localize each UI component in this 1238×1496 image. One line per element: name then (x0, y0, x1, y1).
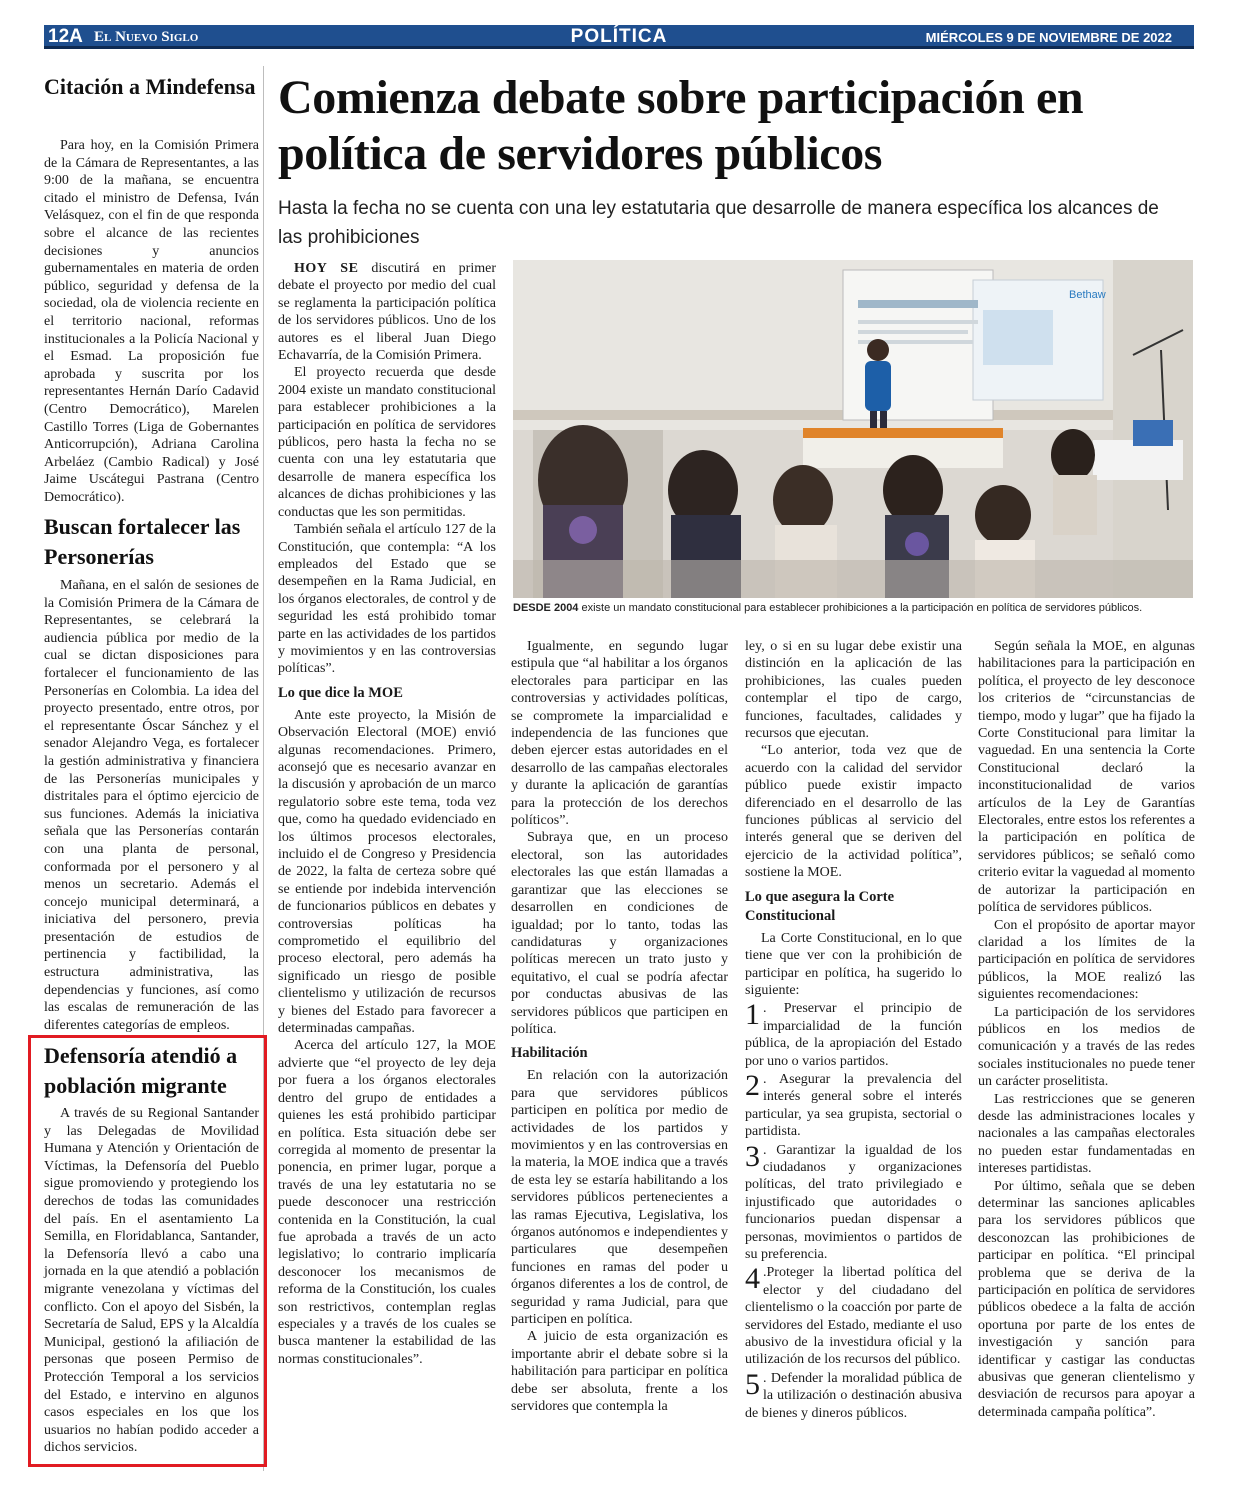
conference-photo-illustration (513, 260, 1193, 598)
article-photo (513, 260, 1193, 598)
article-column-4 (978, 638, 1195, 1421)
article-paragraph: Acerca del artículo 127, la MOE advierte que “el proyecto de ley deja por fuera a los órganos electorales dentro del grupo de entidades a quienes les está prohibido participar en política. Esta situación debe ser corregida al momento de presentar la ponencia, en primer lugar, porque a través de una ley estatutaria no se puede desconocer una restricción contenida en la Constitución, la cual fue aprobada a través de un acto legislativo; lo contrario implicaría desconocer los mecanismos de reforma de la Constitución, los cuales son restrictivos, contemplan reglas especiales y a través de los cuales se busca mantener la estabilidad de las normas constitucionales”. (278, 1038, 496, 1367)
article-paragraph: Subraya que, en un proceso electoral, son las autoridades electorales las que están llamadas a garantizar que las elecciones se desarrollen en condiciones de igualdad; por lo tanto, todas las candidaturas y organizaciones políticas merecen un trato justo y equitativo, el cual se podría afectar por conductas abusivas de las servidores públicos que participen en política. (511, 830, 728, 1037)
photo-caption (513, 601, 1193, 615)
section-title: POLÍTICA (570, 26, 668, 47)
article-column-1 (278, 260, 496, 1368)
brief-body-personerias: Mañana, en el salón de sesiones de la Comisión Primera de la Cámara de Representantes, se celebrará la audiencia pública por medio de la cual se dictan disposiciones para fortalecer el funcionamiento de las Personerías en Colombia. La idea del proyecto presentado, entre otros, por el representante Óscar Sánchez y el senador Alejandro Vega, es fortalecer la gestión administrativa y financiera de las Personerías municipales y distritales para el óptimo ejercicio de sus funciones. Además la iniciativa señala que las Personerías contarán con una planta de personal, conformada por el personero y al menos un secretario. Además el concejo municipal determinará, a iniciativa del personero, previa presentación de estudios de pertinencia y factibilidad, la estructura administrativa, las dependencias y funciones, así como las escalas de remuneración de las diferentes categorías de empleos. (44, 578, 259, 1033)
article-paragraph: Ante este proyecto, la Misión de Observación Electoral (MOE) envió algunas recomendaciones. Primero, aconsejó que es necesario avanzar en la discusión y aprobación de un marco regulatorio sobre este tema, toda vez que, como ha quedado evidenciado en los últimos procesos electorales, incluido el de Congreso y Presidencia de 2022, la falta de certeza sobre qué se entiende por indebida intervención de funcionarios públicos en debates y controversias políticas ha comprometido el equilibrio del proceso electoral, pero además ha significado un riesgo de posible clientelismo y utilización de recursos y bienes del Estado para favorecer a determinadas campañas. (278, 707, 496, 1037)
photo-sign-text: Bethaw (1069, 289, 1106, 301)
numbered-item: 2 . Asegurar la prevalencia del interés general sobre el interés particular, ya sea grupista, sectorial o partidista. (745, 1068, 962, 1140)
article-paragraph: Con el propósito de aportar mayor claridad a los límites de la participación en política de servidores públicos, la MOE realizó las siguientes recomendaciones: (978, 917, 1195, 1003)
article-paragraph: ley, o si en su lugar debe existir una distinción en la aplicación de las prohibiciones, las cuales pueden contemplar el tipo de cargo, funciones, facultades, calidades y recursos que ejecutan. (745, 639, 962, 742)
issue-date: MIÉRCOLES 9 DE NOVIEMBRE DE 2022 (925, 30, 1172, 45)
article-paragraph: También señala el artículo 127 de la Constitución, que contempla: “A los empleados del Estado que se desempeñen en la Rama Judicial, en los órganos electorales, de control y de seguridad les está prohibido tomar parte en las actividades de los partidos y movimientos y en las controversias políticas”. (278, 522, 496, 677)
article-paragraph: Las restricciones que se generen desde las administraciones locales y nacionales a las campañas electorales no pueden estar fundamentadas en intereses partidistas. (978, 1091, 1195, 1177)
subheading-corte: Lo que asegura la Corte Constitucional (745, 888, 895, 924)
numbered-item: 4 .Proteger la libertad política del elector y del ciudadano del clientelismo o la coacción por parte de servidores del Estado, mediante el uso abusivo de la investidura oficial y la utilización de los recursos del público. (745, 1262, 962, 1368)
newspaper-name: El Nuevo Siglo (94, 29, 199, 45)
page-number: 12A (48, 26, 83, 47)
article-paragraph: La Corte Constitucional, en lo que tiene que ver con la prohibición de participar en política, ha sugerido lo siguiente: (745, 930, 962, 998)
article-paragraph: Igualmente, en segundo lugar estipula que “al habilitar a los órganos electorales para participar en las controversias y actividades políticas, se compromete la imparcialidad e independencia de las funciones que deben ejercer estas autoridades en el desarrollo de las campañas electorales y durante la aplicación de garantías para la protección de los derechos políticos”. (511, 639, 728, 829)
article-headline: Comienza debate sobre participación en política de servidores públicos (278, 71, 1084, 180)
brief-title-defensoria: Defensoría atendió a población migrante (44, 1043, 238, 1098)
article-paragraph: HOY SE discutirá en primer debate el proyecto por medio del cual se reglamenta la participación política de los servidores públicos. Uno de los autores es el liberal Juan Diego Echavarría, de la Comisión Primera. (278, 261, 496, 364)
brief-title-personerias: Buscan fortalecer las Personerías (44, 514, 241, 569)
subheading-habilitacion: Habilitación (511, 1045, 588, 1062)
numbered-item: 1 . Preservar el principio de imparcialidad de la función pública, de la apropiación del Estado por uno o varios partidos. (745, 998, 962, 1069)
lead-word: HOY SE (294, 261, 359, 276)
article-paragraph: “Lo anterior, toda vez que de acuerdo con la calidad del servidor público puede existir impacto diferenciado en el desarrollo de las funciones públicas al servicio del interés general que se deriven del ejercicio de la actividad política”, sostiene la MOE. (745, 743, 962, 881)
article-paragraph: La participación de los servidores públicos en los medios de comunicación y a través de las redes sociales institucionales no puede tener un carácter proselitista. (978, 1004, 1195, 1090)
subheading-moe: Lo que dice la MOE (278, 684, 403, 701)
article-paragraph: En relación con la autorización para que servidores públicos participen en política por medio de actividades de los partidos y movimientos y en las controversias en la materia, la MOE indica que a través de esta ley se estaría habilitando a los servidores públicos pertenecientes a las ramas Ejecutiva, Legislativa, los órganos autónomos e independientes y particulares que desempeñen funciones en ramas del poder u órganos diferentes a los de control, de seguridad y rama Judicial, para que participen en política. (511, 1068, 728, 1328)
article-paragraph: El proyecto recuerda que desde 2004 existe un mandato constitucional para establecer prohibiciones a la participación en política de servidores públicos, pero hasta la fecha no se cuenta con una ley estatutaria que desarrolle de manera específica los alcances de dichas prohibiciones y las conductas que les son permitidas. (278, 365, 496, 520)
brief-title-mindefensa: Citación a Mindefensa (44, 74, 256, 99)
caption-text: existe un mandato constitucional para establecer prohibiciones a la participación en política de servidores públicos. (581, 602, 1143, 614)
article-paragraph: A juicio de esta organización es importante abrir el debate sobre si la habilitación para participar en política debe ser absoluta, frente a los servidores que contempla la (511, 1329, 728, 1415)
brief-body-defensoria: A través de su Regional Santander y las Delegadas de Movilidad Humana y Atención y Orientación de Víctimas, la Defensoría del Pueblo sigue promoviendo y protegiendo los derechos de todas las comunidades del país. En el asentamiento La Semilla, en Floridablanca, Santander, la Defensoría llevó a cabo una jornada en la que atendió a población migrante venezolana y víctimas del conflicto. Con el apoyo del Sisbén, la Secretaría de Salud, EPS y la Alcaldía Municipal, gestionó la afiliación de personas que poseen Permiso de Protección Temporal a los servicios del Estado, e intervino en algunos casos especiales en los que los usuarios no habían podido acceder a dichos servicios. (44, 1106, 259, 1456)
article-deck: Hasta la fecha no se cuenta con una ley estatutaria que desarrolle de manera específica los alcances de las prohibiciones (278, 198, 1159, 248)
article-paragraph: Según señala la MOE, en algunas habilitaciones para la participación en política, el proyecto de ley desconoce los criterios de “circunstancias de tiempo, modo y lugar” que ha fijado la Corte Constitucional para limitar la vaguedad. En una sentencia la Corte Constitucional declaró la inconstitucionalidad de varios artículos de la Ley de Garantías Electorales, entre estos los referentes a la participación en política de servidores públicos; se señaló como criterio evitar la vaguedad al momento de autorizar la participación en política de servidores públicos. (978, 639, 1195, 916)
page-header (44, 25, 1194, 49)
article-column-2 (511, 638, 728, 1415)
article-paragraph: Por último, señala que se deben determinar las sanciones aplicables para los servidores públicos que desconozcan las prohibiciones de participar en política. “El principal problema que se deriva de la participación en política de servidores públicos obedece a la falta de acción oportuna por parte de los entes de investigación y sanción para identificar y castigar las conductas abusivas que generan clientelismo y desviación de recursos para apoyar a determinada campaña política”. (978, 1178, 1195, 1420)
numbered-item: 5 . Defender la moralidad pública de la utilización o destinación abusiva de bienes y dineros públicos. (745, 1367, 962, 1421)
numbered-item: 3 . Garantizar la igualdad de los ciudadanos y organizaciones políticas, del trato privilegiado e injustificado que autoridades o funcionarios puedan dispensar a personas, movimientos o partidos de su preferencia. (745, 1139, 962, 1262)
brief-body-mindefensa: Para hoy, en la Comisión Primera de la Cámara de Representantes, a las 9:00 de la mañana, se encuentra citado el ministro de Defensa, Iván Velásquez, con el fin de que responda sobre el alcance de las recientes decisiones y anuncios gubernamentales en materia de orden público, seguridad y defensa de la sociedad, ola de violencia reciente en el territorio nacional, reformas institucionales a la Policía Nacional y el Esmad. La proposición fue aprobada y suscrita por los representantes Hernán Darío Cadavid (Centro Democrático), Marelen Castillo Torres (Liga de Gobernantes Anticorrupción), Adriana Carolina Arbeláez (Cambio Radical) y José Jaime Uscátegui Pastrana (Centro Democrático). (44, 138, 259, 505)
caption-lead: DESDE 2004 (513, 602, 579, 614)
article-column-3 (745, 638, 962, 1422)
